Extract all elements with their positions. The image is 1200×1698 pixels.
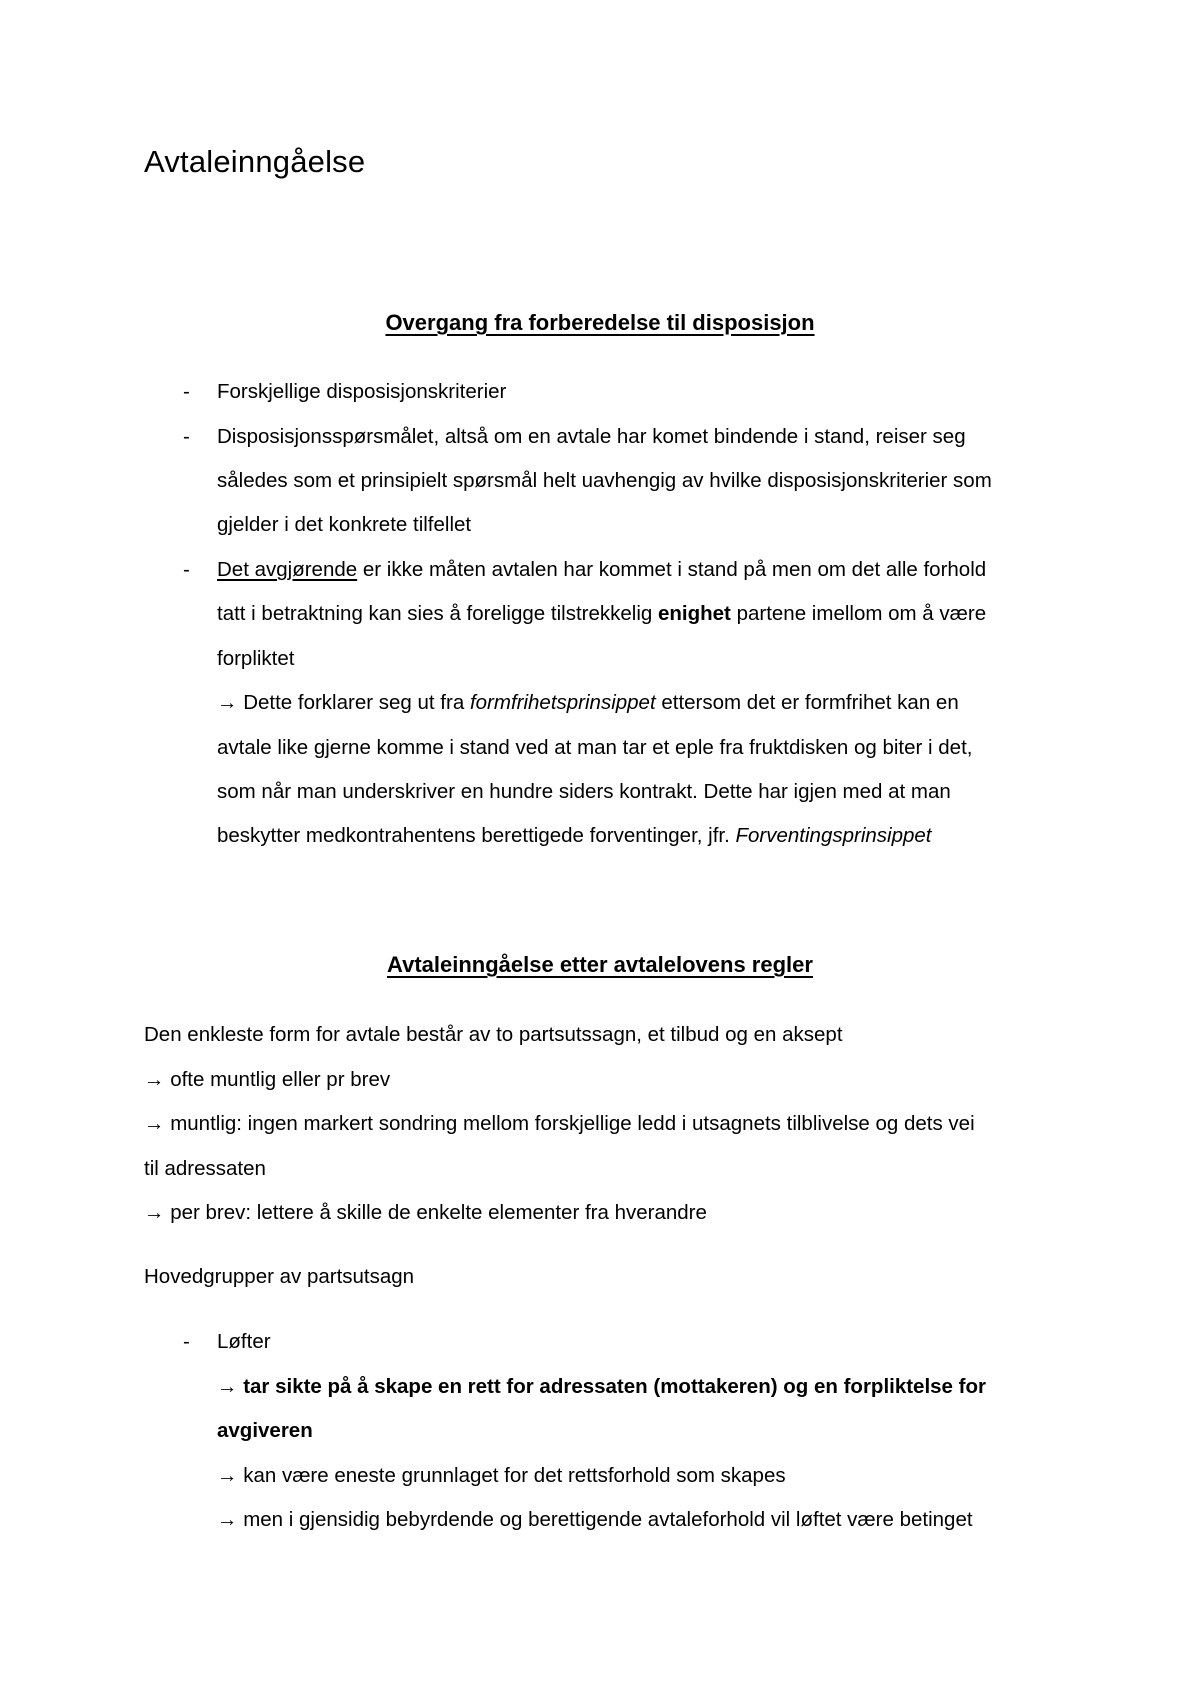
text-run: men i gjensidig bebyrdende og berettigende avtaleforhold vil løftet være betinget bbox=[237, 1508, 973, 1531]
list-item-line bbox=[217, 600, 986, 628]
list-item-line bbox=[217, 1506, 973, 1534]
paragraph: Hovedgrupper av partsutsagn bbox=[144, 1265, 415, 1288]
list-item-line bbox=[217, 556, 986, 584]
list-item-line: avgiveren bbox=[217, 1419, 313, 1442]
document-title: Avtaleinngåelse bbox=[144, 144, 366, 179]
arrow-right-icon: → bbox=[144, 1112, 165, 1135]
text-run: ettersom det er formfrihet kan en bbox=[655, 691, 959, 714]
list-item-line: Disposisjonsspørsmålet, altså om en avtale har komet bindende i stand, reiser seg bbox=[217, 425, 966, 448]
section-heading-overgang: Overgang fra forberedelse til disposisjon bbox=[385, 310, 815, 335]
italic-phrase: formfrihetsprinsippet bbox=[469, 691, 656, 714]
text-run: Dette forklarer seg ut fra bbox=[237, 691, 470, 714]
italic-phrase: Forventingsprinsippet bbox=[735, 824, 932, 847]
paragraph-line: til adressaten bbox=[144, 1157, 266, 1180]
arrow-right-icon: → bbox=[144, 1201, 165, 1224]
text-run: ofte muntlig eller pr brev bbox=[164, 1068, 391, 1091]
list-item-line bbox=[217, 1462, 786, 1490]
arrow-right-icon: → bbox=[217, 1508, 238, 1531]
text-run: partene imellom om å være bbox=[730, 602, 987, 625]
list-dash: - bbox=[183, 1330, 190, 1353]
list-dash: - bbox=[183, 558, 190, 581]
list-item: Løfter bbox=[217, 1330, 271, 1353]
arrow-right-icon: → bbox=[217, 1464, 238, 1487]
list-item-line: forpliktet bbox=[217, 647, 295, 670]
paragraph: Den enkleste form for avtale består av to partsutssagn, et tilbud og en aksept bbox=[144, 1023, 843, 1046]
section-heading-avtaleloven: Avtaleinngåelse etter avtalelovens regler bbox=[387, 952, 813, 977]
list-item-line bbox=[217, 822, 932, 850]
bold-phrase: enighet bbox=[657, 602, 731, 625]
text-run: kan være eneste grunnlaget for det rettsforhold som skapes bbox=[237, 1464, 786, 1487]
list-item: Forskjellige disposisjonskriterier bbox=[217, 380, 507, 403]
list-item-line: gjelder i det konkrete tilfellet bbox=[217, 513, 472, 536]
list-item-line: avtale like gjerne komme i stand ved at man tar et eple fra fruktdisken og biter i det, bbox=[217, 736, 973, 759]
paragraph bbox=[144, 1199, 707, 1227]
text-run: er ikke måten avtalen har kommet i stand på men om det alle forhold bbox=[357, 558, 987, 581]
list-item-line: således som et prinsipielt spørsmål helt uavhengig av hvilke disposisjonskriterier som bbox=[217, 469, 992, 492]
paragraph bbox=[144, 1110, 975, 1138]
paragraph bbox=[144, 1066, 390, 1094]
text-run: tar sikte på å skape en rett for adressaten (mottakeren) og en forpliktelse for bbox=[237, 1375, 986, 1398]
list-item-line: som når man underskriver en hundre siders kontrakt. Dette har igjen med at man bbox=[217, 780, 951, 803]
underlined-phrase: Det avgjørende bbox=[217, 558, 358, 581]
list-dash: - bbox=[183, 380, 190, 403]
arrow-right-icon: → bbox=[217, 1375, 238, 1398]
list-item-line bbox=[217, 1373, 986, 1401]
text-run: per brev: lettere å skille de enkelte elementer fra hverandre bbox=[164, 1201, 707, 1224]
arrow-right-icon: → bbox=[217, 691, 238, 714]
arrow-right-icon: → bbox=[144, 1068, 165, 1091]
list-dash: - bbox=[183, 425, 190, 448]
text-run: tatt i betraktning kan sies å foreligge tilstrekkelig bbox=[217, 602, 658, 625]
list-item-line bbox=[217, 689, 959, 717]
text-run: muntlig: ingen markert sondring mellom forskjellige ledd i utsagnets tilblivelse og dets vei bbox=[164, 1112, 975, 1135]
text-run: beskytter medkontrahentens berettigede forventinger, jfr. bbox=[217, 824, 736, 847]
